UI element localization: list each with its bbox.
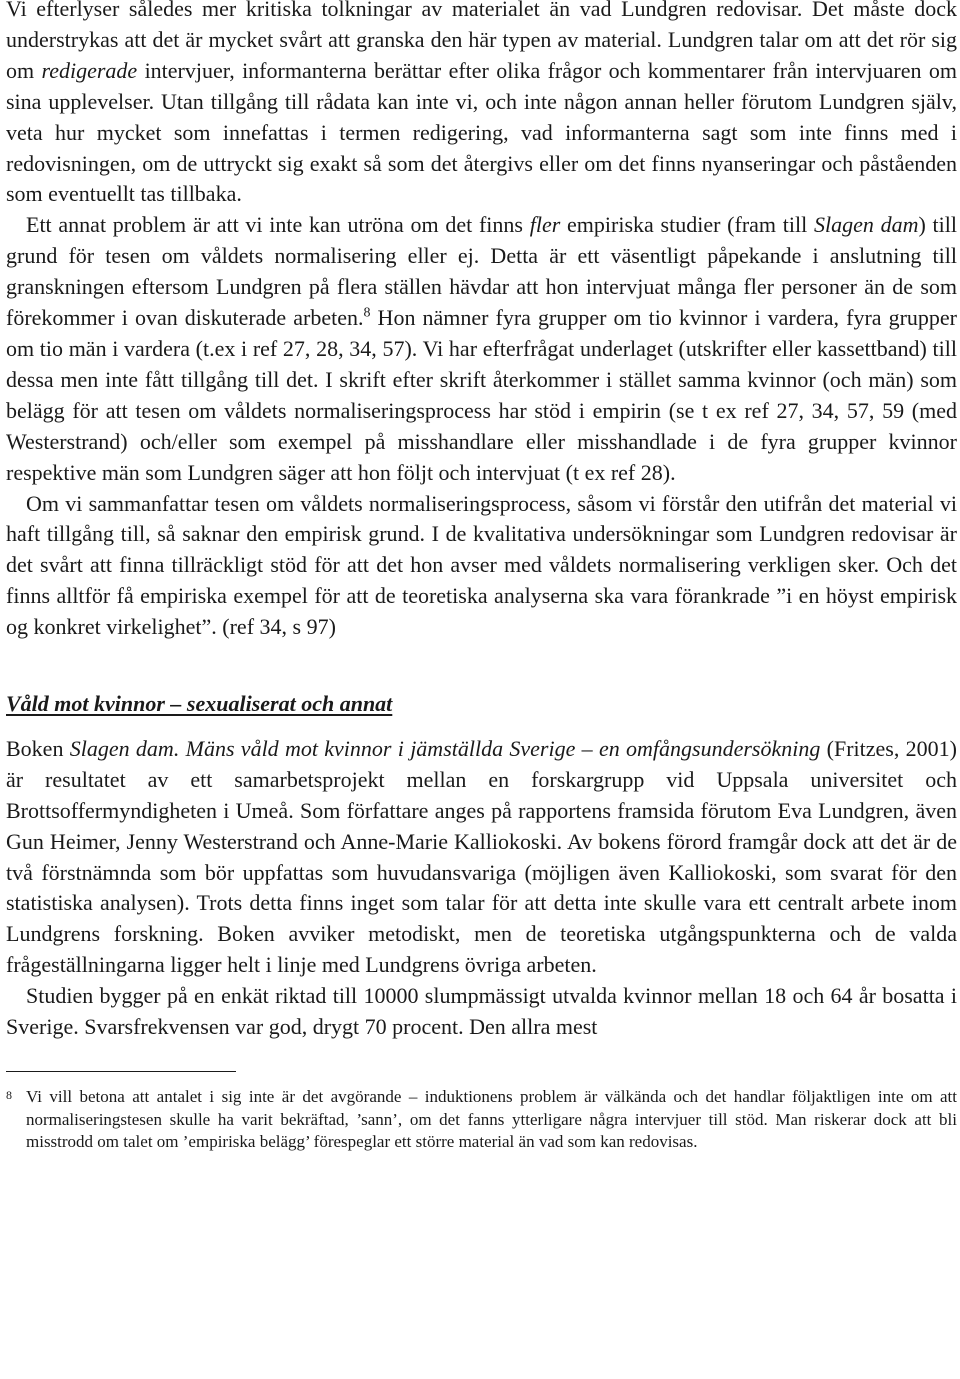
section-heading: Våld mot kvinnor – sexualiserat och annat (6, 691, 393, 717)
text-run: intervjuer, informanterna berättar efter olika frågor och kommentarer från intervjuaren om sina upplevelser. Utan tillgång till rådata kan inte vi, och inte någon annan heller förutom Lundgren själv, veta hur mycket som innefattas i termen redigering, vad informanterna sagt som inte finns med i redovisningen, om de uttryckt sig exakt så som det återgivs eller om det finns nyanseringar och påståenden som eventuellt tas tillbaka. (6, 57, 957, 207)
italic-text: redigerade (41, 57, 138, 83)
body-section-2 (6, 734, 957, 1043)
text-run: Vi efterlyser således mer kritiska tolkningar av materialet än vad Lundgren redovisar. Det måste dock understrykas att det är mycket svårt att granska den här typen av material. Lundgren talar om att det rör sig om (6, 0, 957, 83)
footnote-divider (6, 1071, 236, 1072)
paragraph-p5 (6, 981, 957, 1043)
text-run: Studien bygger på en enkät riktad till 10000 slumpmässigt utvalda kvinnor mellan 18 och 64 år bosatta i Sverige. Svarsfrekvensen var god, drygt 70 procent. Den allra mest (6, 983, 957, 1040)
text-run: Boken (6, 735, 70, 761)
text-run: Hon nämner fyra grupper om tio kvinnor i vardera, fyra grupper om tio män i vardera (t.ex i ref 27, 28, 34, 57). Vi har efterfrågat underlaget (utskrifter eller kassettband) till dessa men inte fått tillgång till det. I skrift efter skrift återkommer i stället samma kvinnor (och män) som belägg för att tesen om våldets normaliseringsprocess har stöd i empirin (se t ex ref 27, 34, 57, 59 (med Westerstrand) och/eller som exempel på misshandlare eller misshandlade i de fyra grupper kvinnor respektive män som Lundgren säger att hon följt och intervjuat (t ex ref 28). (6, 305, 958, 485)
text-run: Om vi sammanfattar tesen om våldets normaliseringsprocess, såsom vi förstår den utifrån det material vi haft tillgång till, så saknar den empirisk grund. I de kvalitativa undersökningar som Lundgren redovisar är det svårt att finna tillräckligt stöd för att det hon avser med våldets normalisering verkligen sker. Och det finns alltför få empiriska exempel för att de teoretiska analyserna ska vara förankrade ”i en höyst empirisk og konkret virkelighet”. (ref 34, s 97) (6, 490, 957, 640)
footnote-reference: 8 (363, 305, 371, 321)
paragraph-p2 (6, 210, 957, 488)
document-page (6, 0, 957, 1379)
italic-text: Slagen dam (813, 212, 919, 238)
paragraph-p3 (6, 489, 957, 644)
italic-text: fler (529, 212, 561, 238)
italic-text: Slagen dam. Mäns våld mot kvinnor i jämställda Sverige – en omfångsundersökning (69, 735, 821, 761)
footnote-text: Vi vill betona att antalet i sig inte är det avgörande – induktionens problem är välkända och det handlar följaktligen inte om att normaliseringstesen skulle ha varit bekräftad, ’sann’, om det fanns ytterligare några intervjuer till stöd. Man riskerar dock att bli misstrodd om talet om ’empiriska belägg’ förespeglar ett större material än vad som kan redovisas. (26, 1087, 957, 1151)
paragraph-p4 (6, 734, 957, 981)
text-run: empiriska studier (fram till (560, 212, 814, 238)
text-run: Ett annat problem är att vi inte kan utröna om det finns (26, 212, 530, 238)
footnote-number: 8 (6, 1088, 12, 1102)
body-section-1 (6, 0, 957, 643)
paragraph-p1 (6, 0, 957, 210)
text-run: ) till grund för tesen om våldets normalisering eller ej. Detta är ett väsentligt påpekande i anslutning till granskningen eftersom Lundgren på flera ställen hävdar att hon intervjuat många fler personer än de som förekommer i ovan diskuterade arbeten. (6, 212, 958, 331)
footnote (6, 1086, 957, 1154)
text-run: (Fritzes, 2001) är resultatet av ett samarbetsprojekt mellan en forskargrupp vid Uppsala universitet och Brottsoffermyndigheten i Umeå. Som författare anges på rapportens framsida förutom Eva Lundgren, även Gun Heimer, Jenny Westerstrand och Anne-Marie Kalliokoski. Av bokens förord framgår dock att det är de två förstnämnda som bör uppfattas som huvudansvariga (möjligen även Kalliokoski, som svarat för den statistiska analysen). Trots detta finns inget som talar för att detta inte skulle vara ett centralt arbete inom Lundgrens forskning. Boken avviker metodiskt, men de teoretiska utgångspunkterna och de valda frågeställningarna ligger helt i linje med Lundgrens övriga arbeten. (6, 735, 957, 978)
